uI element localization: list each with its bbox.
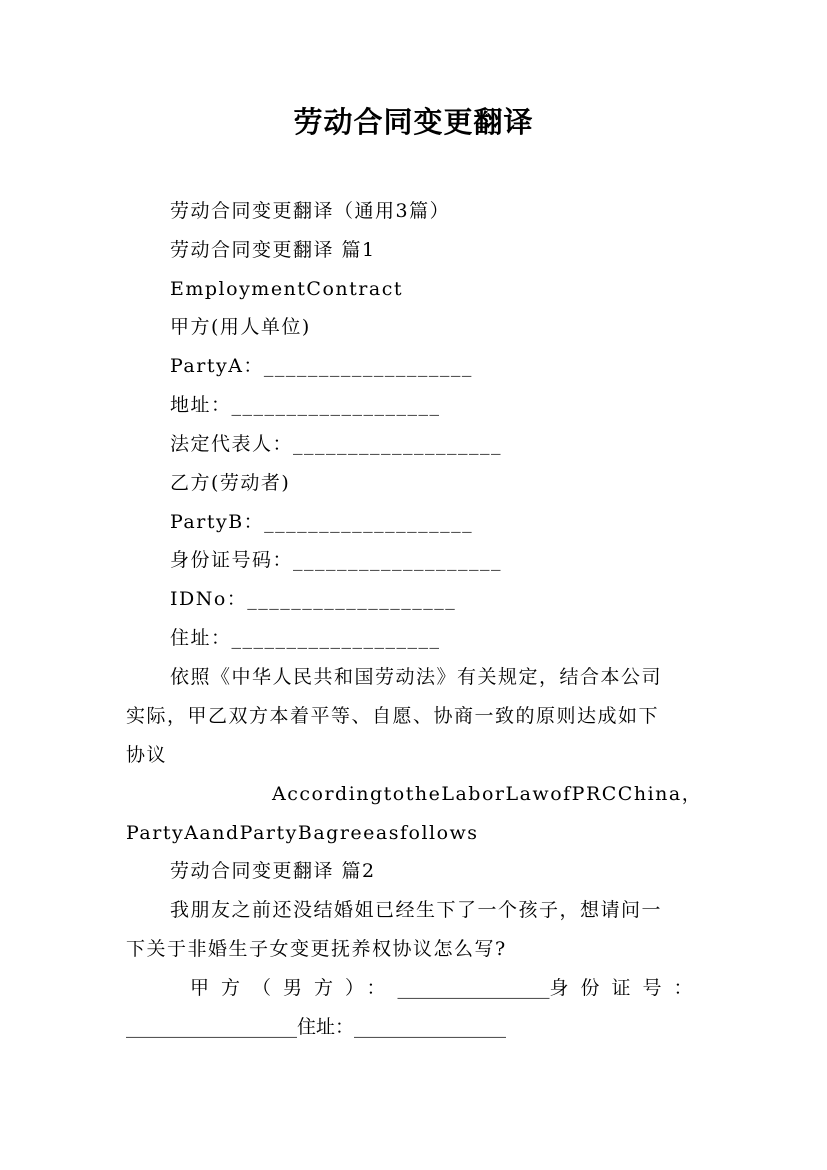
paragraph-cn-line-2: 实际，甲乙双方本着平等、自愿、协商一致的原则达成如下 [126, 705, 660, 727]
contract-title-en: EmploymentContract [170, 278, 403, 300]
piece2-heading: 劳动合同变更翻译 篇2 [170, 860, 376, 882]
piece2-residence-line: __________________住址：________________ [126, 1016, 507, 1038]
party-a-cn: 甲方(用人单位) [170, 316, 311, 338]
piece2-party-a-blank: ________________ [397, 977, 550, 999]
paragraph-cn-line-3: 协议 [126, 744, 168, 766]
subtitle: 劳动合同变更翻译（通用3篇） [170, 200, 451, 222]
party-b-en-field: PartyB：___________________ [170, 511, 474, 533]
party-b-cn: 乙方(劳动者) [170, 472, 291, 494]
address-field: 地址：___________________ [170, 394, 441, 416]
piece2-id-label: 身份证号： [549, 977, 705, 999]
id-cn-field: 身份证号码：___________________ [170, 549, 503, 571]
legal-rep-field: 法定代表人：___________________ [170, 433, 503, 455]
piece2-party-a-line [126, 976, 705, 1000]
residence-field: 住址：___________________ [170, 627, 441, 649]
piece2-paragraph-line-1: 我朋友之前还没结婚姐已经生下了一个孩子，想请问一 [170, 899, 663, 921]
piece2-party-a-label: 甲方（男方）： [190, 977, 398, 999]
paragraph-cn-line-1: 依照《中华人民共和国劳动法》有关规定，结合本公司 [170, 666, 663, 688]
paragraph-en-text: AccordingtotheLaborLawofPRCChina [272, 783, 682, 805]
id-en-field: IDNo：___________________ [170, 588, 457, 610]
document-title: 劳动合同变更翻译 [293, 105, 534, 139]
piece2-paragraph-line-2: 下关于非婚生子女变更抚养权协议怎么写? [126, 938, 507, 960]
paragraph-en-comma: ， [681, 783, 703, 805]
party-a-en-field: PartyA：___________________ [170, 355, 473, 377]
paragraph-en-line-2: PartyAandPartyBagreeasfollows [126, 822, 479, 844]
paragraph-en-line-1 [126, 782, 702, 806]
piece1-heading: 劳动合同变更翻译 篇1 [170, 239, 376, 261]
